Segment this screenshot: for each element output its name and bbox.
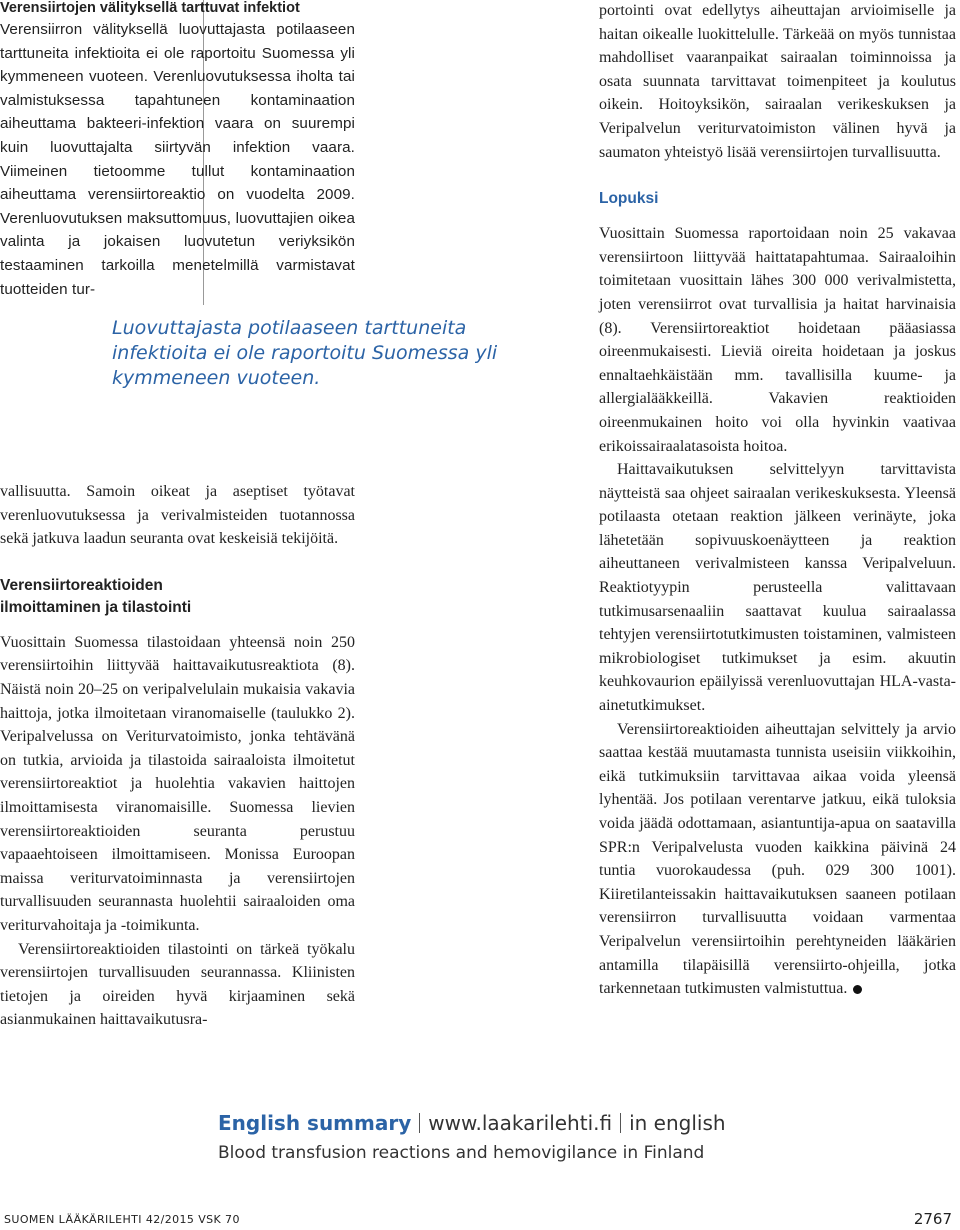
section-heading-conclusion: Lopuksi [599, 190, 659, 208]
summary-section: in english [629, 1111, 726, 1135]
right-paragraph-4 [599, 718, 956, 1001]
separator [620, 1113, 621, 1133]
box-heading: Verensiirtojen välityksellä tarttuvat infektiot [0, 0, 300, 16]
summary-url-link[interactable]: www.laakarilehti.fi [428, 1111, 613, 1135]
separator [419, 1113, 420, 1133]
summary-title: Blood transfusion reactions and hemovigilance in Finland [218, 1143, 705, 1163]
section1-paragraph-1: Vuosittain Suomessa tilastoidaan yhteensä noin 250 verensiirtoihin liittyvää haittavaikutusreaktiota (8). Näistä noin 20–25 on veripalvelulain mukaisia vakavia haittoja, jotka ilmoitetaan viranomaiselle (taulukko 2). Veripalvelussa on Veriturvatoimisto, jonka tehtävänä on tutkia, arvioida ja tilastoida sairaaloista ilmoitetut verensiirtoreaktiot ja huolehtia vakavien haittojen ilmoittamisesta viranomaisille. Suomessa lievien verensiirtoreaktioiden seuranta perustuu vapaaehtoiseen ilmoittamiseen. Monissa Euroopan maissa veriturvatoiminnasta ja verensiirtojen turvallisuuden seurannasta huolehtii sairaaloiden oma veriturvahoitaja ja -toimikunta. [0, 633, 355, 934]
section-heading-reporting [0, 575, 355, 619]
right-paragraph-1: portointi ovat edellytys aiheuttajan arvioimiselle ja haitan oikealle luokittelulle. Tärkeää on myös tunnistaa mahdolliset vaaranpaikat sairaalan toiminnoissa ja osata suunnata tarvittavat toimenpiteet ja koulutus oikein. Hoitoyksikön, sairaalan verikeskuksen ja Veripalvelun veriturvatoimiston välinen hyvä ja saumaton yhteistyö lisää verensiirtojen turvallisuutta. [599, 2, 956, 161]
english-summary [218, 1110, 918, 1166]
infection-box [0, 0, 355, 301]
pull-quote: Luovuttajasta potilaaseen tarttuneita infektioita ei ole raportoitu Suomessa yli kymmeneen vuoteen. [112, 317, 498, 389]
journal-info: SUOMEN LÄÄKÄRILEHTI 42/2015 VSK 70 [4, 1213, 240, 1226]
page-number: 2767 [913, 1210, 952, 1228]
right-column [599, 0, 956, 1001]
summary-label: English summary [218, 1111, 412, 1135]
right-paragraph-3: Haittavaikutuksen selvittelyyn tarvittavista näytteistä saa ohjeet sairaalan verikeskuksesta. Yleensä potilaasta otetaan reaktion jälkeen verinäyte, joka lähetetään sopivuuskoenäytteen ja reaktion aiheuttaneen verivalmisteen kanssa Veripalveluun. Reaktiotyypin perusteella valittavaan tutkimusarsenaaliin saattavat kuulua sairaalassa tehtyjen verensiirtotutkimusten toistaminen, valmisteen mikrobiologiset tutkimukset ja esim. akuutin keuhkovaurion epäilyissä verenluovuttajan HLA-vasta-ainetutkimukset. [599, 461, 956, 715]
left-body [0, 480, 355, 1032]
end-bullet-icon [853, 985, 862, 994]
right-paragraph-2: Vuosittain Suomessa raportoidaan noin 25 vakavaa verensiirtoon liittyvää haittatapahtumaa. Sairaaloihin toimitetaan vuosittain lähes 300 000 verivalmistetta, joten verensiirrot ovat turvallisia ja haitat harvinaisia (8). Verensiirtoreaktiot hoidetaan pääasiassa oireenmukaisesti. Lieviä oireita hoidetaan ja joskus ennaltaehkäistään mm. tavallisilla kuume- ja allergialääkkeillä. Vakavien reaktioiden oireenmukainen hoito voi olla hyvinkin vaativaa erikoissairaalatasoista hoitoa. [599, 225, 956, 455]
section1-paragraph-2: Verensiirtoreaktioiden tilastointi on tärkeä työkalu verensiirtojen turvallisuuden seurannassa. Kliinisten tietojen ja oireiden hyvä kirjaaminen sekä asianmukainen haittavaikutusra- [0, 940, 355, 1029]
right-paragraph-4-text: Verensiirtoreaktioiden aiheuttajan selvittely ja arvio saattaa kestää muutamasta tunnista useisiin viikkoihin, eikä tutkimuksiin tarvittavaa aikaa voida yleensä lyhentää. Jos potilaan verentarve jatkuu, eikä tuloksia voida jäädä odottamaan, asiantuntija-apua on saatavilla SPR:n Veripalvelusta vuoden kaikkina päivinä 24 tuntia vuorokaudessa (puh. 029 300 1001). Kiiretilanteissakin haittavaikutuksen saaneen potilaan verensiirron turvallisuutta voidaan varmentaa Veripalvelun verensiirtoihin perehtyneiden lääkärien antamilla tilapäisillä verensiirto-ohjeilla, jotka tarkennetaan tutkimusten valmistuttua. [599, 720, 956, 998]
section-heading-line2: ilmoittaminen ja tilastointi [0, 598, 192, 616]
box-paragraph: Verensiirron välityksellä luovuttajasta potilaaseen tarttuneita infektioita ei ole raportoitu Suomessa yli kymmeneen vuoteen. Verenluovutuksessa iholta tai valmistuksessa tapahtuneen kontaminaation aiheuttama bakteeri-infektion vaara on suurempi kuin luovuttajalta siirtyvän infektion vaara. Viimeinen tietoomme tullut kontaminaation aiheuttama verensiirtoreaktio on vuodelta 2009. Verenluovutuksen maksuttomuus, luovuttajien oikea valinta ja jokaisen luovutetun veriyksikön testaaminen tarkoilla menetelmillä varmistavat tuotteiden tur- [0, 21, 355, 298]
left-continuation: vallisuutta. Samoin oikeat ja aseptiset työtavat verenluovutuksessa ja verivalmisteiden tuotannossa sekä jatkuva laadun seuranta ovat keskeisiä tekijöitä. [0, 483, 355, 548]
page-footer [0, 1208, 960, 1230]
summary-header [218, 1110, 918, 1136]
section-heading-line1: Verensiirtoreaktioiden [0, 576, 163, 594]
